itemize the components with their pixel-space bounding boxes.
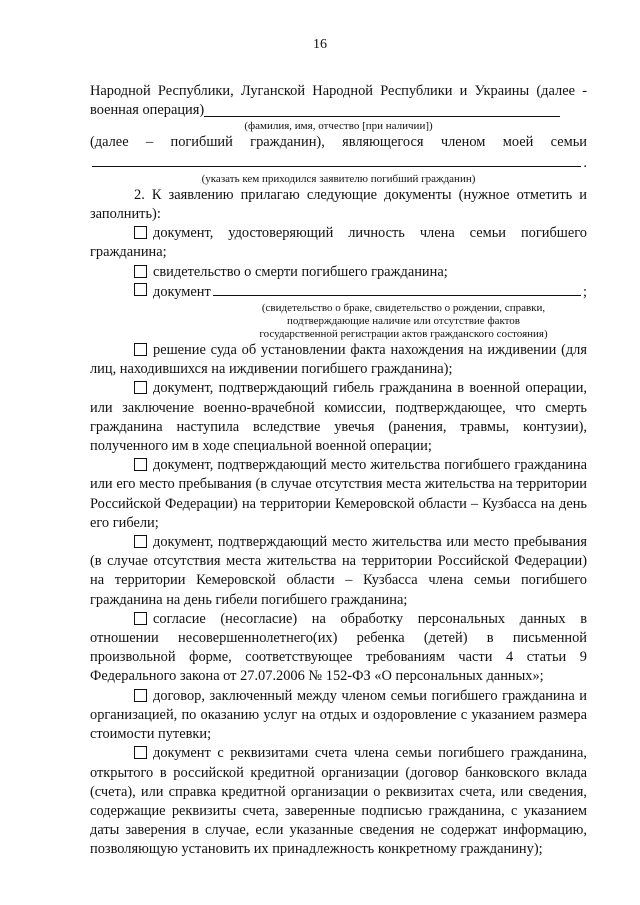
caption-documents-line1: (свидетельство о браке, свидетельство о рождении, справки, (261, 302, 546, 315)
item-end: ; (583, 283, 587, 300)
relation-end: . (583, 154, 587, 171)
checkbox[interactable] (134, 381, 147, 394)
item-text: договор, заключенный между членом семьи погибшего гражданина и организацией, по оказанию услуг на отдых и оздоровление с указанием размера стоимости путевки; (90, 687, 587, 743)
item-text: документ, подтверждающий место жительства или место пребывания (в случае отсутствия места жительства на территории Российской Федерации) на территории Кемеровской области – Кузбасса члена семьи погибшего гражданина на день гибели погибшего гражданина; (90, 534, 587, 608)
checkbox[interactable] (134, 265, 147, 278)
paragraph-military-operation (90, 82, 587, 120)
item-personal-data-consent (90, 610, 587, 687)
checkbox[interactable] (134, 689, 147, 702)
item-label: документ (153, 283, 211, 300)
item-text: документ, подтверждающий место жительства погибшего гражданина или его место пребывания (в случае отсутствия места жительства на территории Российской Федерации) на территории Кемеровской области – Кузбасса на день его гибели; (90, 457, 587, 531)
relation-field[interactable] (92, 153, 581, 167)
item-text: решение суда об установлении факта нахождения на иждивении (для лиц, находившихся на иждивении погибшего гражданина); (90, 342, 587, 378)
item-family-member-residence (90, 533, 587, 610)
page-number: 16 (313, 37, 327, 52)
caption-documents-line2: подтверждающие наличие или отсутствие фактов (286, 315, 521, 328)
item-court-decision (90, 341, 587, 379)
item-text: согласие (несогласие) на обработку персональных данных в отношении несовершеннолетнего(их) ребенка (детей) в письменной произвольной форме, соответствующее требованиям части 4 статьи 9 Федерального закона от 27.07.2006 № 152-ФЗ «О персональных данных»; (90, 610, 587, 685)
item-text: документ с реквизитами счета члена семьи погибшего гражданина, открытого в российской кредитной организации (договор банковского вклада (счета), или справка кредитной организации о реквизитах счета, или сведения, содержащие реквизиты счета, заверенные подписью гражданина, с указанием даты заверения в случае, если указанные сведения не содержат информацию, позволяющую установить их принадлежность конкретному гражданину); (90, 745, 587, 858)
item-text: документ, подтверждающий гибель гражданина в военной операции, или заключение военно-врачебной комиссии, подтверждающее, что смерть гражданина наступила вследствие увечья (ранения, травмы, контузии), полученного им в ходе специальной военной операции; (90, 380, 587, 455)
item-other-document (90, 282, 587, 302)
document-body (90, 82, 587, 860)
item-service-contract (90, 687, 587, 745)
checkbox[interactable] (134, 535, 147, 548)
caption-relation: (указать кем приходился заявителю погибший гражданин) (201, 172, 476, 185)
paragraph-attachments: 2. К заявлению прилагаю следующие документы (нужное отметить и заполнить): (90, 186, 587, 223)
checkbox[interactable] (134, 458, 147, 471)
item-bank-account (90, 744, 587, 859)
checkbox[interactable] (134, 343, 147, 356)
paragraph-text: Народной Республики, Луганской Народной Республики и Украины (далее - военная операция) (90, 83, 587, 119)
item-death-confirmation (90, 379, 587, 456)
full-name-field[interactable] (204, 102, 560, 117)
checkbox[interactable] (134, 283, 147, 296)
item-text: документ, удостоверяющий личность члена семьи погибшего гражданина; (90, 225, 587, 261)
item-death-certificate (90, 263, 587, 282)
caption-full-name: (фамилия, имя, отчество [при наличии]) (244, 120, 433, 133)
other-document-field[interactable] (213, 282, 581, 296)
item-identity-document (90, 224, 587, 262)
checkbox[interactable] (134, 226, 147, 239)
paragraph-deceased: (далее – погибший гражданин), являющегося членом моей семьи (90, 134, 587, 151)
caption-documents-line3: государственной регистрации актов гражданского состояния) (259, 328, 548, 341)
relation-row (90, 153, 587, 173)
checkbox[interactable] (134, 612, 147, 625)
item-text: свидетельство о смерти погибшего гражданина; (153, 263, 448, 280)
item-deceased-residence (90, 456, 587, 533)
checkbox[interactable] (134, 746, 147, 759)
